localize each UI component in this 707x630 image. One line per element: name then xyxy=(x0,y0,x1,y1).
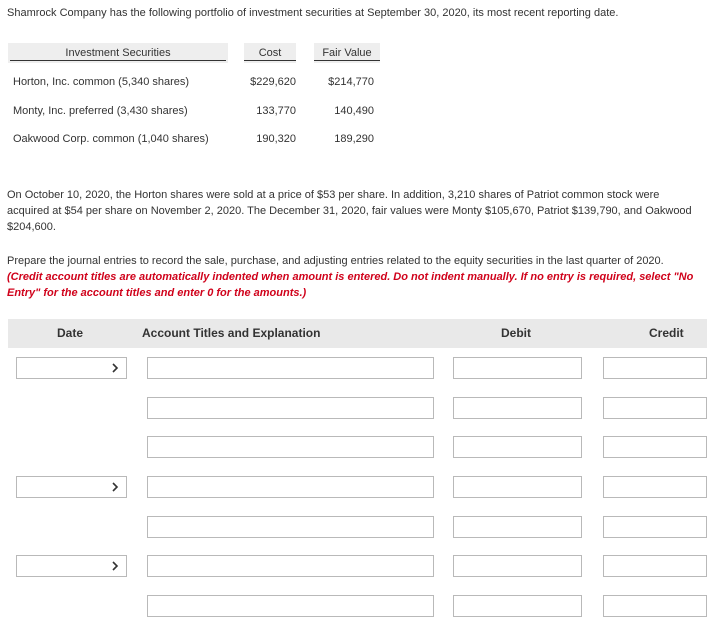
header-debit: Debit xyxy=(501,326,531,340)
credit-input[interactable] xyxy=(603,516,707,538)
debit-input[interactable] xyxy=(453,397,582,419)
account-input[interactable] xyxy=(147,476,434,498)
account-input[interactable] xyxy=(147,516,434,538)
header-underline xyxy=(244,60,296,61)
security-name: Horton, Inc. common (5,340 shares) xyxy=(13,76,190,88)
security-fair-value: 189,290 xyxy=(334,133,374,145)
credit-input[interactable] xyxy=(603,555,707,577)
security-fair-value: $214,770 xyxy=(328,76,374,88)
header-account-titles: Account Titles and Explanation xyxy=(142,326,321,340)
account-input[interactable] xyxy=(147,357,434,379)
instructions-note: (Credit account titles are automatically indented when amount is entered. Do not indent manually. If no entry is required, select "No Entry" for the account titles and enter 0 for the amounts.) xyxy=(7,271,694,299)
header-cost: Cost xyxy=(258,47,282,59)
debit-input[interactable] xyxy=(453,476,582,498)
account-input[interactable] xyxy=(147,436,434,458)
security-cost: 190,320 xyxy=(256,133,296,145)
account-input[interactable] xyxy=(147,595,434,617)
security-cost: $229,620 xyxy=(250,76,296,88)
account-input[interactable] xyxy=(147,555,434,577)
date-select[interactable] xyxy=(16,476,127,498)
problem-intro: Shamrock Company has the following portfolio of investment securities at September 30, 2020, its most recent reporting date. xyxy=(7,7,619,19)
header-fair-value: Fair Value xyxy=(322,47,372,59)
credit-input[interactable] xyxy=(603,595,707,617)
account-input[interactable] xyxy=(147,397,434,419)
credit-input[interactable] xyxy=(603,357,707,379)
chevron-down-icon xyxy=(110,559,120,573)
header-date: Date xyxy=(57,326,84,340)
debit-input[interactable] xyxy=(453,357,582,379)
chevron-down-icon xyxy=(110,480,120,494)
credit-input[interactable] xyxy=(603,476,707,498)
security-name: Oakwood Corp. common (1,040 shares) xyxy=(13,133,209,145)
header-underline xyxy=(314,60,380,61)
date-select[interactable] xyxy=(16,555,127,577)
debit-input[interactable] xyxy=(453,595,582,617)
header-investment-securities: Investment Securities xyxy=(65,47,171,59)
security-cost: 133,770 xyxy=(256,105,296,117)
credit-input[interactable] xyxy=(603,397,707,419)
chevron-down-icon xyxy=(110,361,120,375)
header-credit: Credit xyxy=(649,326,684,340)
problem-instructions xyxy=(7,253,697,301)
securities-table xyxy=(8,43,380,153)
problem-details: On October 10, 2020, the Horton shares were sold at a price of $53 per share. In addition, 3,210 shares of Patriot common stock were acquired at $54 per share on November 2, 2020. The December 31, 2020, fair values were Monty $105,670, Patriot $139,790, and Oakwood $204,600. xyxy=(7,189,692,233)
security-name: Monty, Inc. preferred (3,430 shares) xyxy=(13,105,188,117)
credit-input[interactable] xyxy=(603,436,707,458)
debit-input[interactable] xyxy=(453,436,582,458)
debit-input[interactable] xyxy=(453,555,582,577)
date-select[interactable] xyxy=(16,357,127,379)
journal-header xyxy=(8,319,707,348)
debit-input[interactable] xyxy=(453,516,582,538)
security-fair-value: 140,490 xyxy=(334,105,374,117)
instructions-text: Prepare the journal entries to record the sale, purchase, and adjusting entries related to the equity securities in the last quarter of 2020. xyxy=(7,255,664,267)
header-underline xyxy=(10,60,226,61)
